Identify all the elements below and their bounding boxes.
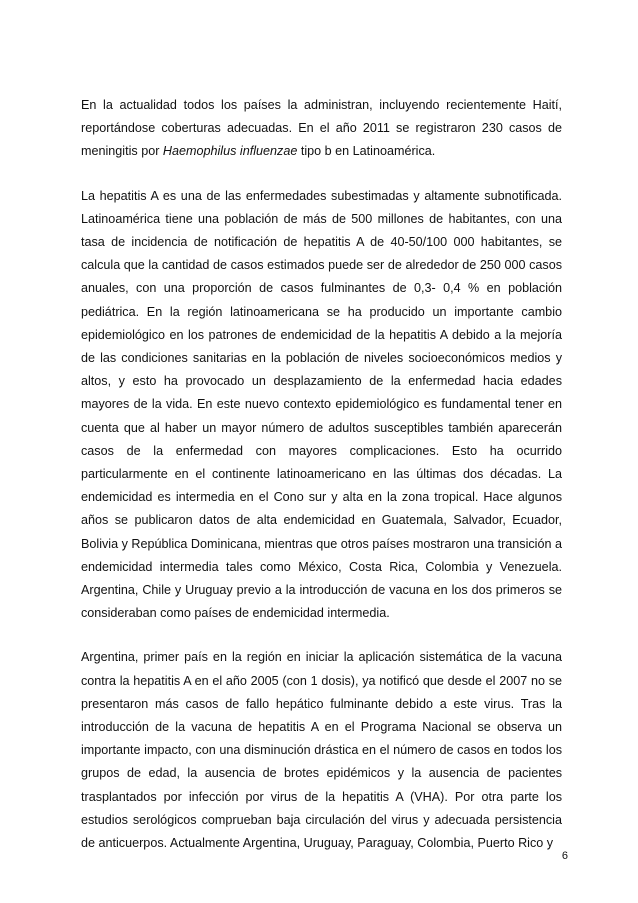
paragraph-1-text-a: En la actualidad todos los países la administran, incluyendo recientemente Haití, reportándose coberturas adecuadas. En el año 2011 se registraron 230 casos de meningitis por — [81, 98, 562, 159]
paragraph-argentina: Argentina, primer país en la región en iniciar la aplicación sistemática de la vacuna contra la hepatitis A en el año 2005 (con 1 dosis), ya notificó que desde el 2007 no se presentaron más casos de fallo hepático fulminante debido a este virus. Tras la introducción de la vacuna de hepatitis A en el Programa Nacional se observa un importante impacto, con una disminución drástica en el número de casos en todos los grupos de edad, la ausencia de brotes epidémicos y la ausencia de pacientes trasplantados por infección por virus de la hepatitis A (VHA). Por otra parte los estudios serológicos comprueban baja circulación del virus y adecuada persistencia de anticuerpos. Actualmente Argentina, Uruguay, Paraguay, Colombia, Puerto Rico y — [81, 650, 562, 851]
paragraph-1-text-b: tipo b en Latinoamérica. — [297, 144, 436, 159]
paragraph-hepatitis-a: La hepatitis A es una de las enfermedades subestimadas y altamente subnotificada. Latinoamérica tiene una población de más de 500 millones de habitantes, con una tasa de incidencia de notificación de hepatitis A de 40-50/100 000 habitantes, se calcula que la cantidad de casos estimados puede ser de alrededor de 250 000 casos anuales, con una proporción de casos fulminantes de 0,3- 0,4 % en población pediátrica. En la región latinoamericana se ha producido un importante cambio epidemiológico en los patrones de endemicidad de la hepatitis A debido a la mejoría de las condiciones sanitarias en la población de niveles socioeconómicos medios y altos, y esto ha provocado un desplazamiento de la enfermedad hacia edades mayores de la vida. En este nuevo contexto epidemiológico es fundamental tener en cuenta que al haber un mayor número de adultos susceptibles también aparecerán casos de la enfermedad con mayores complicaciones. Esto ha ocurrido particularmente en el continente latinoamericano en las últimas dos décadas. La endemicidad es intermedia en el Cono sur y alta en la zona tropical. Hace algunos años se publicaron datos de alta endemicidad en Guatemala, Salvador, Ecuador, Bolivia y República Dominicana, mientras que otros países mostraron una transición a endemicidad intermedia tales como México, Costa Rica, Colombia y Venezuela. Argentina, Chile y Uruguay previo a la introducción de vacuna en los dos primeros se consideraban como países de endemicidad intermedia. — [81, 188, 562, 621]
page-number: 6 — [561, 850, 568, 862]
paragraph-haemophilus — [81, 94, 562, 164]
species-name-italic: Haemophilus influenzae — [162, 144, 298, 159]
document-body — [81, 94, 562, 876]
